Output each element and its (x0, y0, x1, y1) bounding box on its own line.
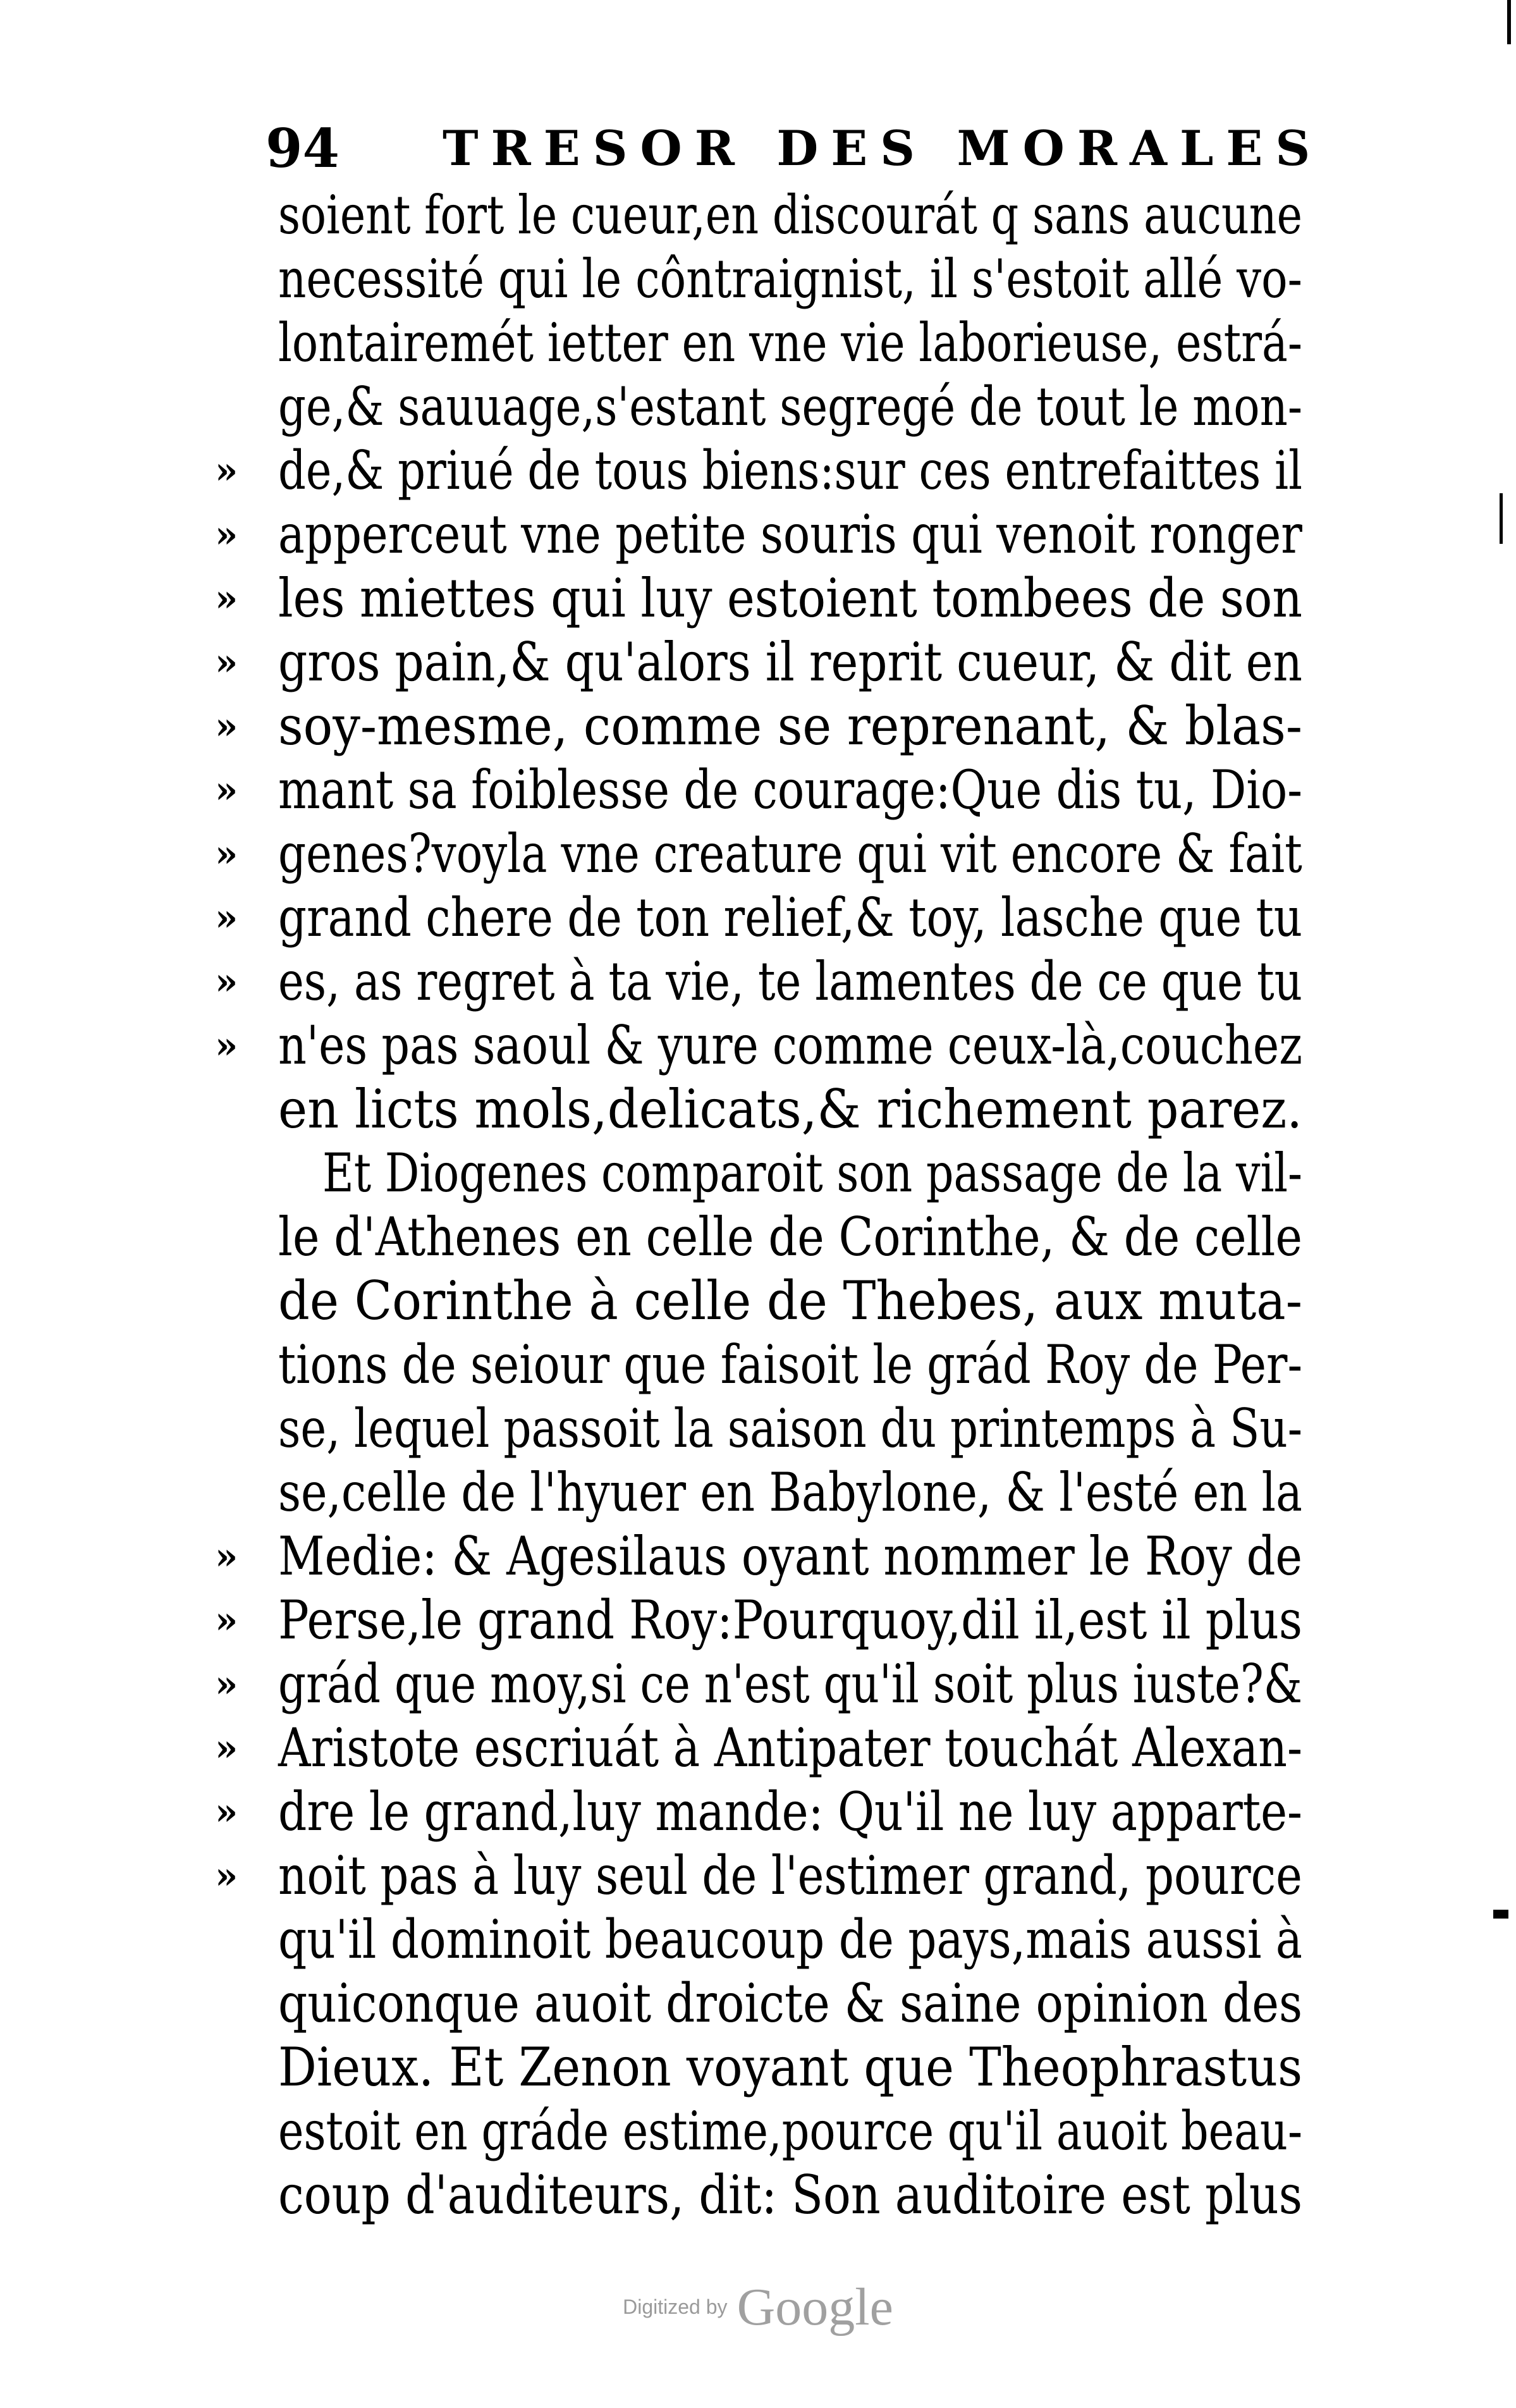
text-line (215, 2099, 1353, 2163)
text-line (215, 439, 1353, 503)
text-line (215, 1588, 1353, 1652)
line-text: dre le grand,luy mande: Qu'il ne luy apparte- (278, 1781, 1302, 1843)
text-line (215, 1525, 1353, 1588)
text-line (215, 1972, 1353, 2036)
line-text: coup d'auditeurs, dit: Son auditoire est plus (278, 2164, 1303, 2226)
text-line (215, 758, 1353, 822)
text-line (215, 1205, 1353, 1269)
marginal-quote-mark: » (215, 704, 235, 747)
google-logo-text: Google (737, 2278, 893, 2337)
marginal-quote-mark: » (215, 1662, 235, 1705)
scan-margin-mark (1493, 1910, 1508, 1919)
line-text: en licts mols,delicats,& richement parez. (278, 1078, 1303, 1140)
text-line (215, 822, 1353, 886)
line-text: Medie: & Agesilaus oyant nommer le Roy de (278, 1525, 1303, 1587)
text-line (215, 183, 1353, 247)
text-line (215, 950, 1353, 1014)
text-line (215, 694, 1353, 758)
marginal-quote-mark: » (215, 449, 235, 492)
line-text: soient fort le cueur,en discourát q sans aucune (278, 184, 1303, 246)
marginal-quote-mark: » (215, 1599, 235, 1642)
text-line (215, 1078, 1353, 1141)
marginal-quote-mark: » (215, 577, 235, 620)
text-line (215, 630, 1353, 694)
text-line (215, 2163, 1353, 2227)
text-line (215, 247, 1353, 311)
running-title: TRESOR DES MORALES (443, 120, 1323, 176)
line-text: gros pain,& qu'alors il reprit cueur, & dit en (278, 631, 1303, 693)
digitization-watermark (0, 2276, 1516, 2352)
body-text (215, 183, 1353, 2227)
line-text: qu'il dominoit beaucoup de pays,mais aussi à (278, 1908, 1303, 1970)
scan-margin-mark (1507, 0, 1511, 44)
line-text: les miettes qui luy estoient tombees de son (278, 567, 1302, 629)
text-line (215, 1780, 1353, 1844)
text-line (215, 1652, 1353, 1716)
marginal-quote-mark: » (215, 1726, 235, 1769)
text-line (215, 1141, 1353, 1205)
text-line (215, 886, 1353, 950)
marginal-quote-mark: » (215, 960, 235, 1003)
marginal-quote-mark: » (215, 768, 235, 811)
text-line (215, 1461, 1353, 1525)
line-text: quiconque auoit droicte & saine opinion des (278, 1972, 1303, 2034)
line-text: se, lequel passoit la saison du printemps à Su- (278, 1398, 1303, 1459)
line-text: es, as regret à ta vie, te lamentes de ce que tu (278, 950, 1303, 1012)
line-text: de,& priué de tous biens:sur ces entrefaittes il (278, 439, 1303, 501)
marginal-quote-mark: » (215, 641, 235, 684)
text-line (215, 1333, 1353, 1397)
line-text: se,celle de l'hyuer en Babylone, & l'esté en la (278, 1461, 1302, 1523)
line-text: noit pas à luy seul de l'estimer grand, pource (278, 1845, 1302, 1907)
line-text: Dieux. Et Zenon voyant que Theophrastus (278, 2036, 1303, 2098)
line-text: necessité qui le côntraignist, il s'estoit allé vo- (278, 248, 1302, 310)
line-text: grád que moy,si ce n'est qu'il soit plus iuste?& (278, 1653, 1303, 1715)
marginal-quote-mark: » (215, 1535, 235, 1578)
page-number: 94 (266, 117, 339, 180)
scan-margin-mark (1500, 493, 1503, 544)
marginal-quote-mark: » (215, 513, 235, 556)
line-text: estoit en gráde estime,pource qu'il auoit beau- (278, 2100, 1303, 2162)
text-line (215, 503, 1353, 567)
text-line (215, 1844, 1353, 1908)
text-line (215, 1908, 1353, 1972)
line-text: Aristote escriuát à Antipater touchát Alexan- (278, 1717, 1303, 1779)
marginal-quote-mark: » (215, 1854, 235, 1897)
line-text: mant sa foiblesse de courage:Que dis tu, Dio- (278, 759, 1302, 821)
line-text: soy-mesme, comme se reprenant, & blas- (278, 695, 1302, 757)
text-line (215, 311, 1353, 375)
line-text: apperceut vne petite souris qui venoit ronger (278, 503, 1302, 565)
marginal-quote-mark: » (215, 896, 235, 939)
text-line (215, 375, 1353, 439)
marginal-quote-mark: » (215, 1024, 235, 1067)
line-text: ge,& sauuage,s'estant segregé de tout le mon- (278, 376, 1303, 438)
line-text: grand chere de ton relief,& toy, lasche que tu (278, 887, 1303, 949)
text-line (215, 1397, 1353, 1461)
text-line (215, 1014, 1353, 1078)
line-text: de Corinthe à celle de Thebes, aux muta- (278, 1270, 1303, 1332)
page-header (266, 114, 1340, 183)
line-text: le d'Athenes en celle de Corinthe, & de celle (278, 1206, 1302, 1268)
line-text: genes?voyla vne creature qui vit encore & fait (278, 823, 1302, 885)
digitized-by-label: Digitized by (623, 2295, 728, 2318)
line-text: n'es pas saoul & yure comme ceux-là,couchez (278, 1014, 1302, 1076)
marginal-quote-mark: » (215, 1790, 235, 1833)
text-line (215, 1269, 1353, 1333)
line-text: lontairemét ietter en vne vie laborieuse, estrá- (278, 312, 1303, 374)
text-line (215, 567, 1353, 630)
text-line (215, 1716, 1353, 1780)
line-text: Perse,le grand Roy:Pourquoy,dil il,est il plus (278, 1589, 1303, 1651)
line-text: tions de seiour que faisoit le grád Roy de Per- (278, 1334, 1303, 1396)
line-text: Et Diogenes comparoit son passage de la vil- (322, 1142, 1303, 1204)
text-line (215, 2036, 1353, 2099)
marginal-quote-mark: » (215, 832, 235, 875)
